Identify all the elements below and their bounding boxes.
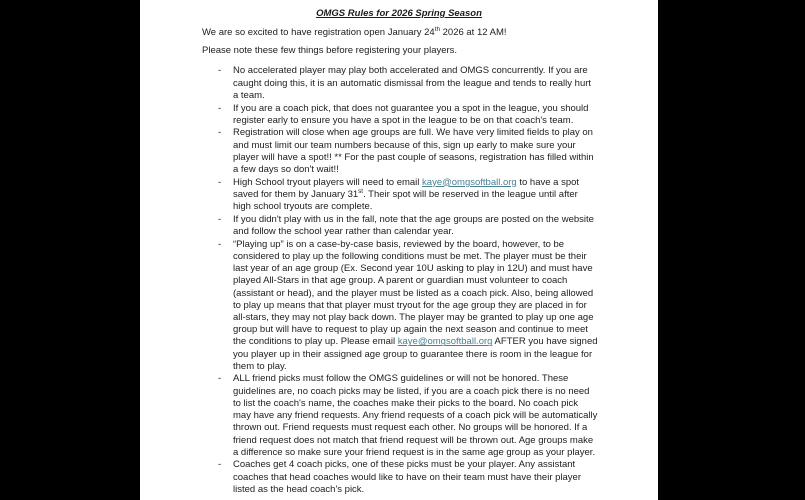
bullet-dash: - bbox=[218, 102, 222, 114]
rules-list-item bbox=[218, 239, 598, 373]
bullet-text bbox=[233, 65, 591, 100]
bullet-text bbox=[233, 214, 594, 237]
rules-list-item bbox=[218, 65, 598, 102]
text-run: If you didn't play with us in the fall, note that the age groups are posted on the website and follow the school year rather than calendar year. bbox=[233, 213, 594, 238]
text-run: to have a spot saved for them by January 31 bbox=[233, 176, 580, 200]
bullet-dash: - bbox=[218, 127, 222, 139]
text-run: Registration will close when age groups are full. We have very limited fields to play on and must limit our team numbers because of this, sign up early to make sure your player will have a spot!! ** For the past couple of seasons, registration has filled within a few days so don't wait!! bbox=[233, 127, 594, 176]
email-link[interactable]: kaye@omgsoftball.org bbox=[397, 336, 493, 348]
rules-list-item bbox=[218, 103, 598, 127]
text-run: . Their spot will be reserved in the league until after high school tryouts are complete. bbox=[233, 188, 578, 213]
bullet-dash: - bbox=[218, 176, 222, 188]
text-run: High School tryout players will need to email bbox=[233, 176, 423, 188]
bullet-text bbox=[233, 373, 597, 457]
text-run: 2026 at 12 AM! bbox=[439, 27, 507, 38]
intro-paragraph bbox=[202, 45, 600, 57]
text-run: “Playing up” is on a case-by-case basis, reviewed by the board, however, to be considered to play up the following conditions must be met. The player must be their last year of an age group (Ex. Second year 10U asking to play in 12U) and must have played All-Stars in that age group. A parent or guardian must volunteer to coach (assistant or head), and the player must be listed as a coach pick. Also, being allowed to play up means that that player must tryout for the age group they are placed in for all-stars, they may not play back down. The player may be granted to play up one age group but will have to request to play up again the next season and continue to meet the conditions to play up. Please email bbox=[233, 238, 594, 348]
rules-list-item bbox=[218, 177, 598, 214]
email-link[interactable]: kaye@omgsoftball.org bbox=[422, 176, 517, 188]
bullet-dash: - bbox=[218, 238, 222, 250]
document-title: OMGS Rules for 2026 Spring Season bbox=[316, 8, 482, 19]
document-page bbox=[140, 0, 658, 500]
text-run: AFTER you have signed you player up in their assigned age group to guarantee there is room in the league for them to play. bbox=[233, 336, 598, 372]
rules-list-item bbox=[218, 127, 598, 176]
bullet-dash: - bbox=[218, 65, 222, 77]
rules-list-item bbox=[218, 214, 598, 238]
text-run: Please note these few things before registering your players. bbox=[202, 45, 458, 57]
rules-list bbox=[140, 65, 598, 496]
superscript-text: st bbox=[358, 187, 364, 195]
intro-paragraph bbox=[202, 27, 600, 39]
text-run: Coaches get 4 coach picks, one of these picks must be your player. Any assistant coaches that head coaches would like to have on their team must have their player listed as the head coach's pick. bbox=[233, 459, 582, 495]
text-run: No accelerated player may play both accelerated and OMGS concurrently. If you are caught doing this, it is an automatic dismissal from the league and tends to really hurt a team. bbox=[233, 65, 592, 101]
bullet-text bbox=[233, 127, 594, 175]
bullet-dash: - bbox=[218, 459, 222, 471]
bullet-dash: - bbox=[218, 213, 222, 225]
text-run: ALL friend picks must follow the OMGS guidelines or will not be honored. These guidelines are, no coach picks may be listed, if you are a coach pick there is no need to list the coach's name, the coaches make their picks to the board. No coach pick may have any friend requests. Any friend requests of a coach pick will be automatically thrown out. Friend requests must request each other. No groups will be honored. If a friend request does not match that friend request will be thrown out. Age groups make a difference so make sure your friend request is in the same age group as your player. bbox=[233, 373, 598, 458]
text-run: If you are a coach pick, that does not guarantee you a spot in the league, you should register early to ensure you have a spot in the league to be on that coach's team. bbox=[233, 102, 589, 126]
bullet-text bbox=[233, 177, 579, 212]
rules-list-item bbox=[218, 373, 598, 458]
bullet-text bbox=[233, 239, 598, 372]
rules-list-item bbox=[218, 459, 598, 496]
bullet-dash: - bbox=[218, 373, 222, 385]
bullet-text bbox=[233, 459, 581, 494]
superscript-text: th bbox=[434, 25, 440, 33]
bullet-text bbox=[233, 103, 588, 126]
intro-section bbox=[140, 27, 658, 57]
text-run: We are so excited to have registration open January 24 bbox=[202, 27, 435, 38]
